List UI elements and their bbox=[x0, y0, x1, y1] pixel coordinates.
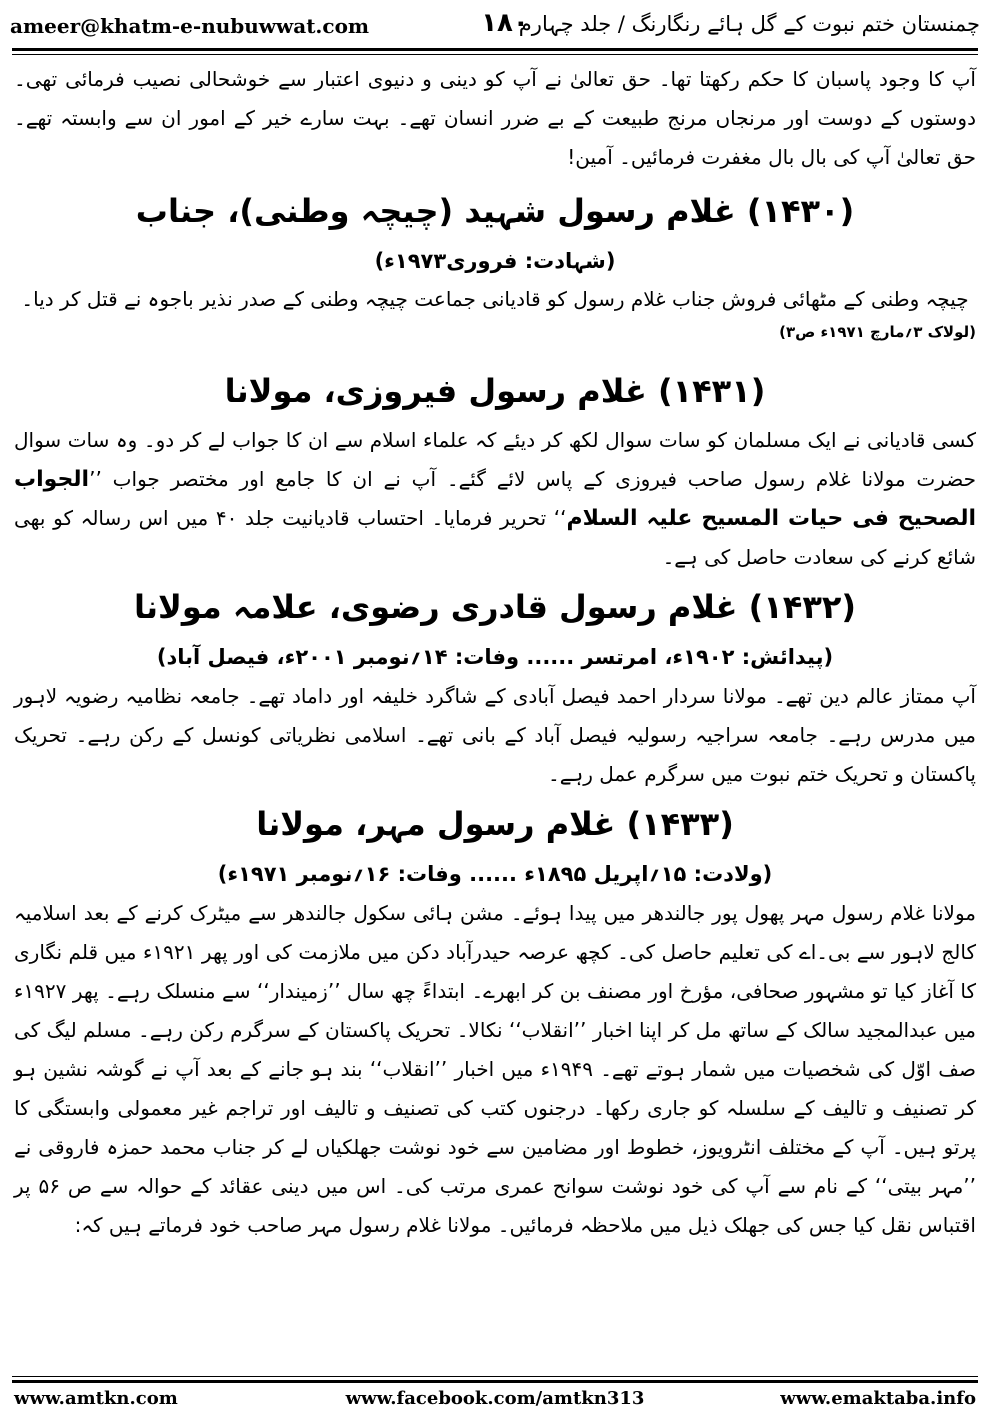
page-header bbox=[10, 8, 980, 48]
entry-1432-heading: (۱۴۳۲) غلام رسول قادری رضوی، علامہ مولانا bbox=[133, 588, 857, 626]
header-rule bbox=[12, 48, 978, 55]
page-number: ۱۸۰ bbox=[481, 8, 529, 38]
header-email: ameer@khatm-e-nubuwwat.com bbox=[10, 14, 370, 38]
footer-emaktaba-link[interactable]: www.emaktaba.info bbox=[780, 1388, 976, 1409]
footer-rule bbox=[12, 1376, 978, 1383]
entry-1431-arabic-title: الجواب الصحیح فی حیات المسیح علیہ السلام bbox=[14, 467, 976, 531]
intro-paragraph: آپ کا وجود پاسبان کا حکم رکھتا تھا۔ حق تعالیٰ نے آپ کو دینی و دنیوی اعتبار سے خوشحالی نصیب فرمائی تھی۔ دوستوں کے دوست اور مرنجاں مرنج طبیعت کے بے ضرر انسان تھے۔ بہت سارے خیر کے امور ان سے وابستہ تھے۔ حق تعالیٰ آپ کی بال بال مغفرت فرمائیں۔ آمین! bbox=[14, 67, 976, 169]
entry-1430-text: چیچہ وطنی کے مٹھائی فروش جناب غلام رسول کو قادیانی جماعت چیچہ وطنی کے صدر نذیر باجوہ نے قتل کر دیا۔ bbox=[21, 287, 969, 311]
entry-1430-dates: (شہادت: فروری۱۹۷۳ء) bbox=[374, 249, 616, 273]
book-title: چمنستان ختم نبوت کے گل ہائے رنگارنگ / جلد چہارم bbox=[518, 12, 980, 36]
entry-1431-text-b: ‘‘ تحریر فرمایا۔ احتساب قادیانیت جلد ۴۰ میں اس رسالہ کو بھی شائع کرنے کی سعادت حاصل کی ہے۔ bbox=[14, 506, 976, 569]
entry-1430-heading: (۱۴۳۰) غلام رسول شہید (چیچہ وطنی)، جناب bbox=[135, 192, 855, 230]
footer-amtkn-link[interactable]: www.amtkn.com bbox=[14, 1388, 178, 1409]
entry-1432-dates: (پیدائش: ۱۹۰۲ء، امرتسر ...... وفات: ۱۴؍نومبر ۲۰۰۱ء، فیصل آباد) bbox=[156, 645, 834, 669]
entry-1431-heading: (۱۴۳۱) غلام رسول فیروزی، مولانا bbox=[224, 372, 766, 410]
entry-1433-heading: (۱۴۳۳) غلام رسول مہر، مولانا bbox=[256, 805, 734, 843]
entry-1433-paragraph: مولانا غلام رسول مہر پھول پور جالندھر میں پیدا ہوئے۔ مشن ہائی سکول جالندھر سے میٹرک کرنے کے بعد اسلامیہ کالج لاہور سے بی۔اے کی تعلیم حاصل کی۔ کچھ عرصہ حیدرآباد دکن میں ملازمت کی اور پھر ۱۹۲۱ء میں قلم نگاری کا آغاز کیا تو مشہور صحافی، مؤرخ اور مصنف بن کر ابھرے۔ ابتداءً چھ سال ’’زمیندار‘‘ سے منسلک رہے۔ پھر ۱۹۲۷ء میں عبدالمجید سالک کے ساتھ مل کر اپنا اخبار ’’انقلاب‘‘ نکالا۔ تحریک پاکستان کے سرگرم رکن رہے۔ مسلم لیگ کی صف اوّل کی شخصیات میں شمار ہوتے تھے۔ ۱۹۴۹ء میں اخبار ’’انقلاب‘‘ بند ہو جانے کے بعد آپ نے گوشہ نشین ہو کر تصنیف و تالیف کے سلسلہ کو جاری رکھا۔ درجنوں کتب کی تصنیف و تالیف اور تراجم غیر معمولی وابستگی کا پرتو ہیں۔ آپ کے مختلف انٹرویوز، خطوط اور مضامین سے خود نوشت جھلکیاں لے کر جناب محمد حمزہ فاروقی نے ’’مہر بیتی‘‘ کے نام سے آپ کی خود نوشت سوانح عمری مرتب کی۔ اس میں دینی عقائد کے حوالہ سے ص ۵۶ پر اقتباس نقل کیا جس کی جھلک ذیل میں ملاحظہ فرمائیں۔ مولانا غلام رسول مہر صاحب خود فرماتے ہیں کہ: bbox=[14, 901, 977, 1237]
entry-1433-dates: (ولادت: ۱۵؍اپریل ۱۸۹۵ء ...... وفات: ۱۶؍نومبر ۱۹۷۱ء) bbox=[217, 862, 773, 886]
entry-1431-paragraph bbox=[14, 421, 976, 577]
entry-1432-paragraph: آپ ممتاز عالم دین تھے۔ مولانا سردار احمد فیصل آبادی کے شاگرد خلیفہ اور داماد تھے۔ جامعہ نظامیہ رضویہ لاہور میں مدرس رہے۔ جامعہ سراجیہ رسولیہ فیصل آباد کے بانی تھے۔ اسلامی نظریاتی کونسل کے رکن رہے۔ تحریک پاکستان و تحریک ختم نبوت میں سرگرم عمل رہے۔ bbox=[14, 684, 976, 786]
entry-1431-text-a: کسی قادیانی نے ایک مسلمان کو سات سوال لکھ کر دیئے کہ علماء اسلام سے ان کا جواب لے کر دو۔ وہ سات سوال حضرت مولانا غلام رسول صاحب فیروزی کے پاس لائے گئے۔ آپ نے ان کا جامع اور مختصر جواب ’’ bbox=[14, 428, 976, 491]
footer-facebook-link[interactable]: www.facebook.com/amtkn313 bbox=[345, 1388, 645, 1409]
page-footer bbox=[14, 1388, 976, 1414]
page-content bbox=[14, 60, 976, 1245]
entry-1430-reference: (لولاک ۳؍مارچ ۱۹۷۱ء ص۳) bbox=[779, 323, 976, 341]
